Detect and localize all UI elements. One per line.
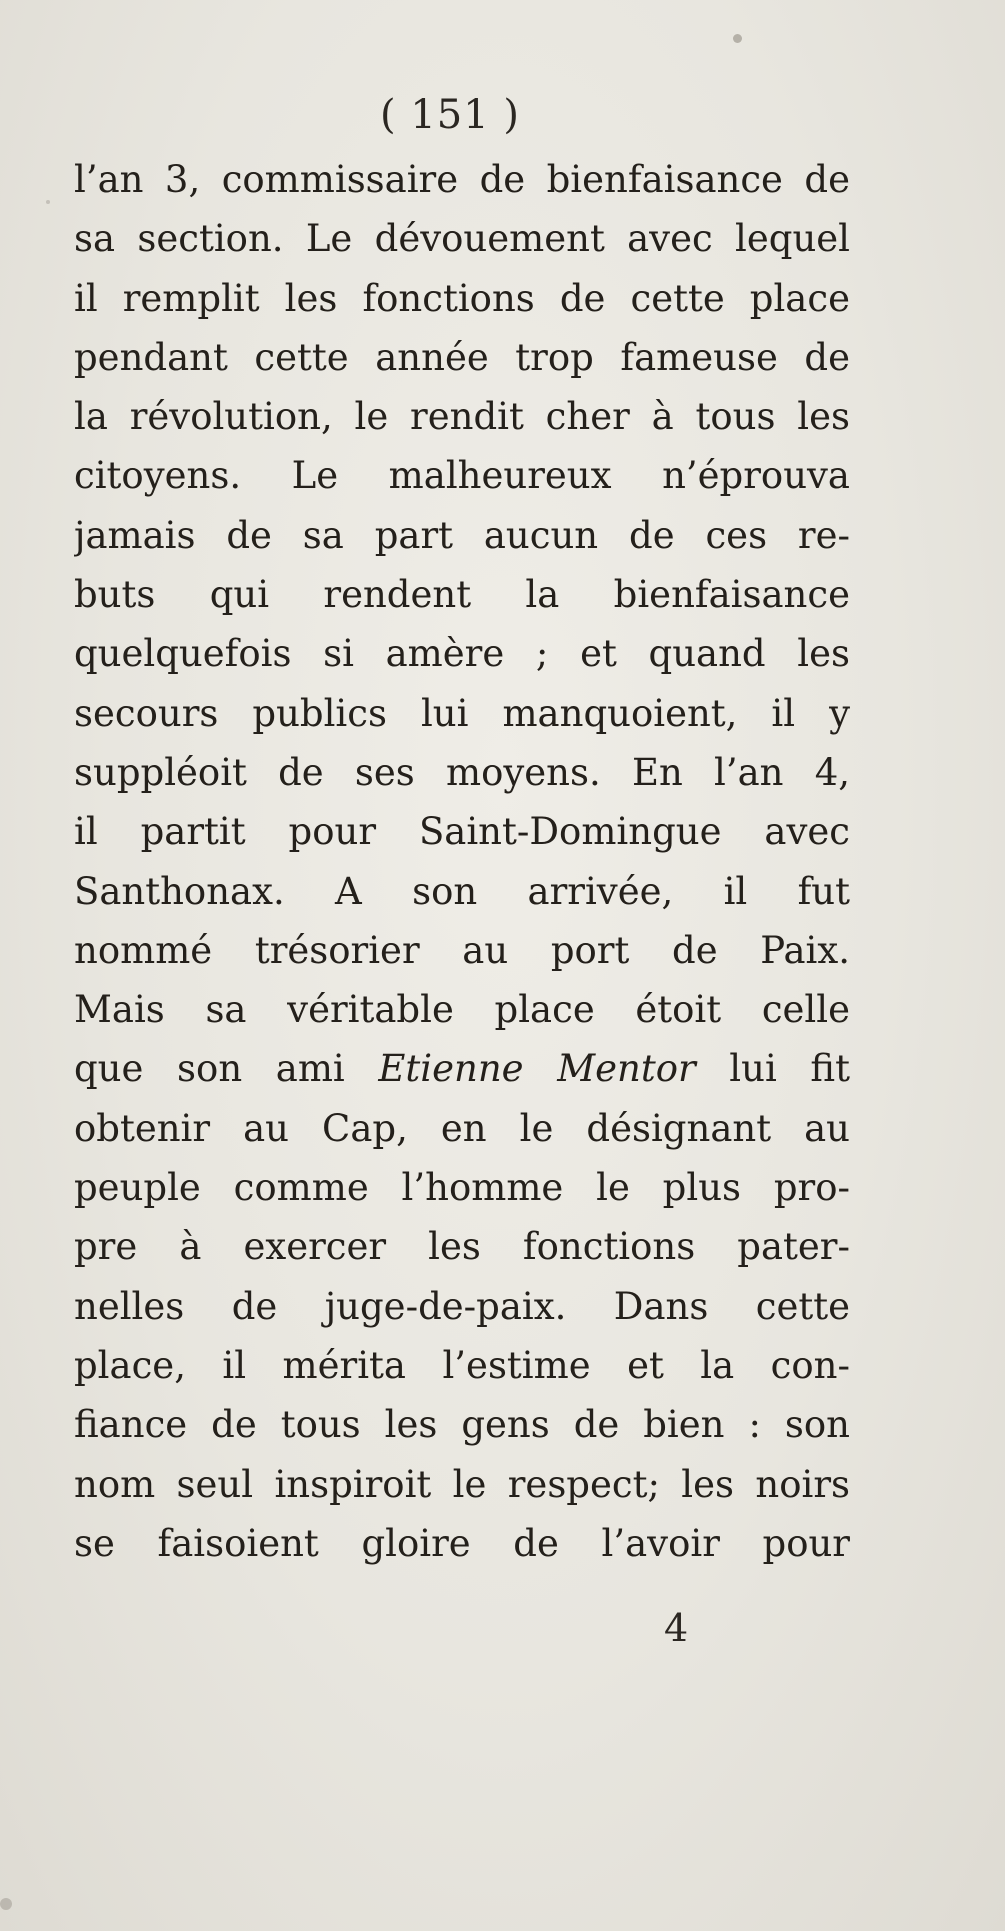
signature-mark: 4 — [664, 1606, 689, 1650]
text-line: Mais sa véritable place étoit celle — [74, 988, 850, 1032]
text-line: fiance de tous les gens de bien : son — [74, 1403, 850, 1447]
text-line: nom seul inspiroit le respect; les noirs — [74, 1462, 850, 1506]
body-text — [74, 150, 850, 1573]
text-line: suppléoit de ses moyens. En l’an 4, — [74, 750, 850, 794]
text-line: buts qui rendent la bienfaisance — [74, 573, 850, 617]
text-line: pendant cette année trop fameuse de — [74, 335, 850, 379]
text-line: sa section. Le dévouement avec lequel — [74, 217, 850, 261]
text-line: il partit pour Saint-Domingue avec — [74, 810, 850, 854]
italic-name: Etienne Mentor — [378, 1047, 696, 1091]
text-line: quelquefois si amère ; et quand les — [74, 632, 850, 676]
text-line-with-italic-name — [74, 1039, 850, 1098]
paper-speck — [733, 34, 742, 43]
text-line: place, il mérita l’estime et la con- — [74, 1343, 850, 1387]
text-line: secours publics lui manquoient, il y — [74, 691, 850, 735]
paper-speck — [46, 200, 50, 204]
text-line: se faisoient gloire de l’avoir pour — [74, 1521, 850, 1565]
text-line: la révolution, le rendit cher à tous les — [74, 395, 850, 439]
text-line: nommé trésorier au port de Paix. — [74, 928, 850, 972]
paper-speck — [0, 1898, 12, 1910]
text-line: jamais de sa part aucun de ces re- — [74, 513, 850, 557]
text-line: il remplit les fonctions de cette place — [74, 276, 850, 320]
text-line: peuple comme l’homme le plus pro- — [74, 1166, 850, 1210]
text-line: Santhonax. A son arrivée, il fut — [74, 869, 850, 913]
text-line: obtenir au Cap, en le désignant au — [74, 1106, 850, 1150]
text-line: nelles de juge-de-paix. Dans cette — [74, 1284, 850, 1328]
text-segment: que son ami — [74, 1047, 379, 1091]
text-segment: lui fit — [695, 1047, 850, 1091]
text-line: pre à exercer les fonctions pater- — [74, 1225, 850, 1269]
page-number: ( 151 ) — [380, 92, 520, 138]
text-line: l’an 3, commissaire de bienfaisance de — [74, 158, 850, 201]
text-line: citoyens. Le malheureux n’éprouva — [74, 454, 850, 498]
